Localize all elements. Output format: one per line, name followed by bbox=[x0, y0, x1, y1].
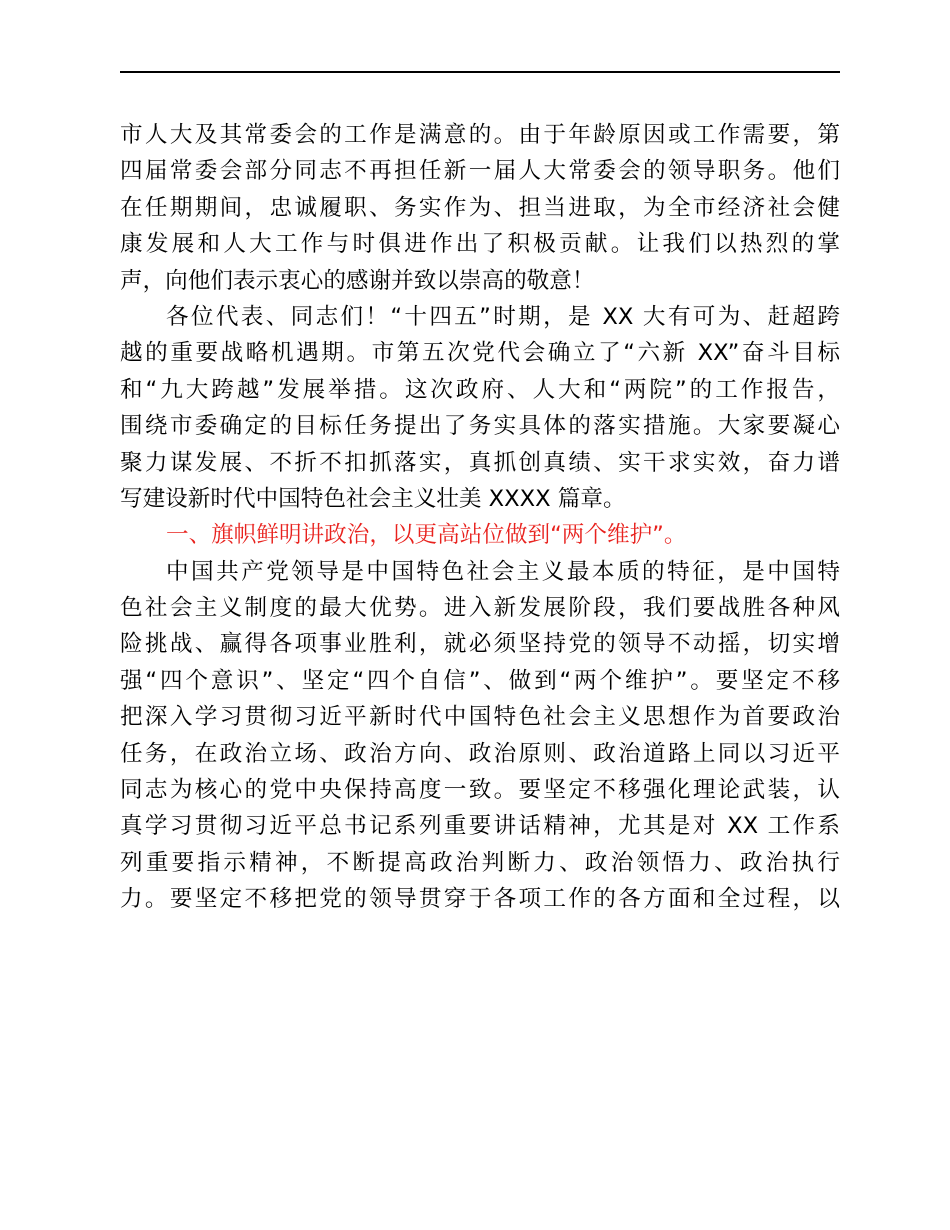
section-heading: 一、旗帜鲜明讲政治，以更高站位做到“两个维护”。 bbox=[166, 522, 687, 549]
text-line: 在任期期间，忠诚履职、务实作为、担当进取，为全市经济社会健 bbox=[120, 194, 840, 221]
body-text bbox=[120, 117, 840, 918]
text-line: 写建设新时代中国特色社会主义壮美 XXXX 篇章。 bbox=[120, 485, 626, 512]
text-line: 市人大及其常委会的工作是满意的。由于年龄原因或工作需要，第 bbox=[120, 122, 840, 148]
text-line: 和“九大跨越”发展举措。这次政府、人大和“两院”的工作报告， bbox=[120, 376, 840, 403]
text-line: 真学习贯彻习近平总书记系列重要讲话精神，尤其是对 XX 工作系 bbox=[120, 813, 840, 840]
text-line: 色社会主义制度的最大优势。进入新发展阶段，我们要战胜各种风 bbox=[120, 595, 840, 622]
text-line: 越的重要战略机遇期。市第五次党代会确立了“六新 XX”奋斗目标 bbox=[120, 340, 840, 367]
text-line: 力。要坚定不移把党的领导贯穿于各项工作的各方面和全过程，以 bbox=[120, 886, 840, 913]
paragraph-first-line: 各位代表、同志们！“十四五”时期，是 XX 大有可为、赶超跨 bbox=[166, 303, 840, 330]
text-line: 列重要指示精神，不断提高政治判断力、政治领悟力、政治执行 bbox=[120, 849, 840, 876]
text-line: 四届常委会部分同志不再担任新一届人大常委会的领导职务。他们 bbox=[120, 158, 840, 185]
text-line: 任务，在政治立场、政治方向、政治原则、政治道路上同以习近平 bbox=[120, 740, 840, 767]
text-line: 聚力谋发展、不折不扣抓落实，真抓创真绩、实干求实效，奋力谱 bbox=[120, 449, 840, 476]
text-line: 强“四个意识”、坚定“四个自信”、做到“两个维护”。要坚定不移 bbox=[120, 667, 840, 694]
text-line: 围绕市委确定的目标任务提出了务实具体的落实措施。大家要凝心 bbox=[120, 413, 840, 440]
header-rule bbox=[120, 71, 840, 73]
text-line: 声，向他们表示衷心的感谢并致以崇高的敬意！ bbox=[120, 267, 595, 294]
paragraph-first-line: 中国共产党领导是中国特色社会主义最本质的特征，是中国特 bbox=[166, 558, 840, 585]
text-line: 康发展和人大工作与时俱进作出了积极贡献。让我们以热烈的掌 bbox=[120, 231, 840, 258]
text-line: 险挑战、赢得各项事业胜利，就必须坚持党的领导不动摇，切实增 bbox=[120, 631, 840, 658]
text-line: 同志为核心的党中央保持高度一致。要坚定不移强化理论武装，认 bbox=[120, 777, 840, 804]
text-line: 把深入学习贯彻习近平新时代中国特色社会主义思想作为首要政治 bbox=[120, 704, 840, 731]
